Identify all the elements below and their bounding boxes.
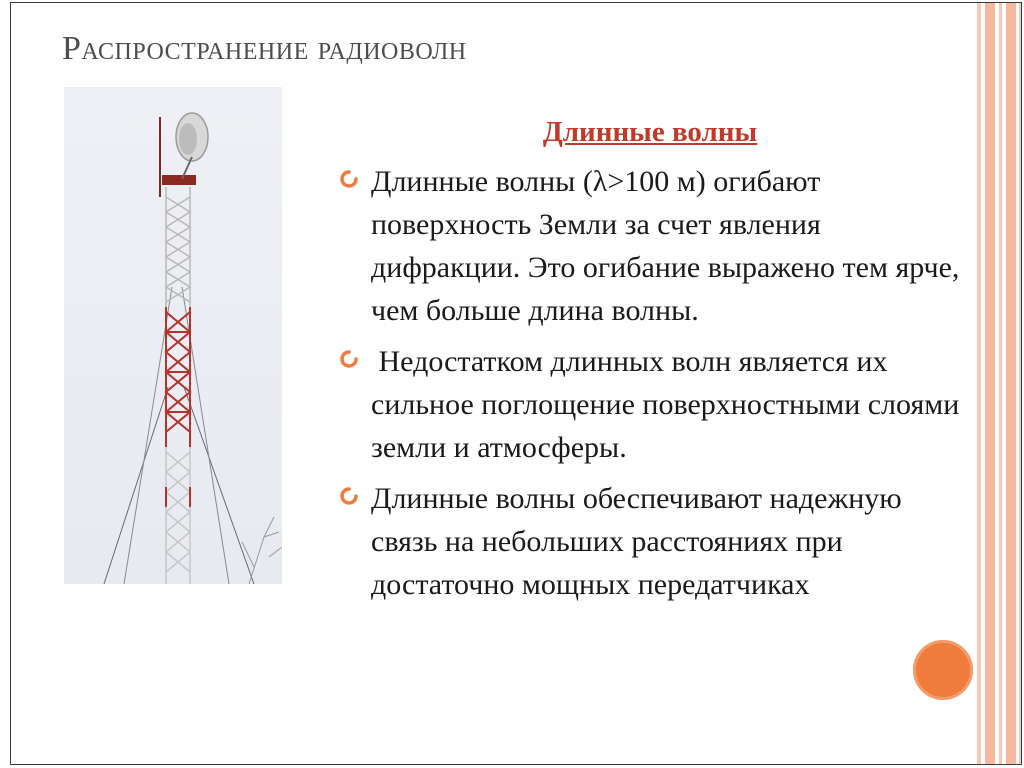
stripe	[985, 3, 995, 764]
bullet-list	[340, 160, 970, 614]
bullet-item	[340, 340, 970, 469]
bullet-circle-icon	[340, 170, 358, 188]
stripe	[1006, 3, 1016, 764]
bullet-text: Недостатком длинных волн является их сильное поглощение поверхностными слоями земли и атмосферы.	[371, 345, 967, 464]
stripe	[977, 3, 981, 764]
bullet-circle-icon	[340, 350, 358, 368]
stripe	[1019, 3, 1021, 764]
bullet-item	[340, 160, 970, 332]
slide-title: Распространение радиоволн	[62, 30, 467, 67]
subheading: Длинные волны	[542, 116, 758, 148]
bullet-item	[340, 477, 970, 606]
stripe	[999, 3, 1002, 764]
decorative-orange-circle	[913, 640, 973, 700]
bullet-text: Длинные волны обеспечивают надежную связь на небольших расстояниях при достаточно мощных передатчиках	[371, 482, 902, 601]
decorative-stripes	[977, 3, 1021, 764]
bullet-text: Длинные волны (λ>100 м) огибают поверхность Земли за счет явления дифракции. Это огибание выражено тем ярче, чем больше длина волны.	[371, 165, 960, 327]
radio-tower-photo	[64, 87, 282, 584]
bullet-circle-icon	[340, 487, 358, 505]
